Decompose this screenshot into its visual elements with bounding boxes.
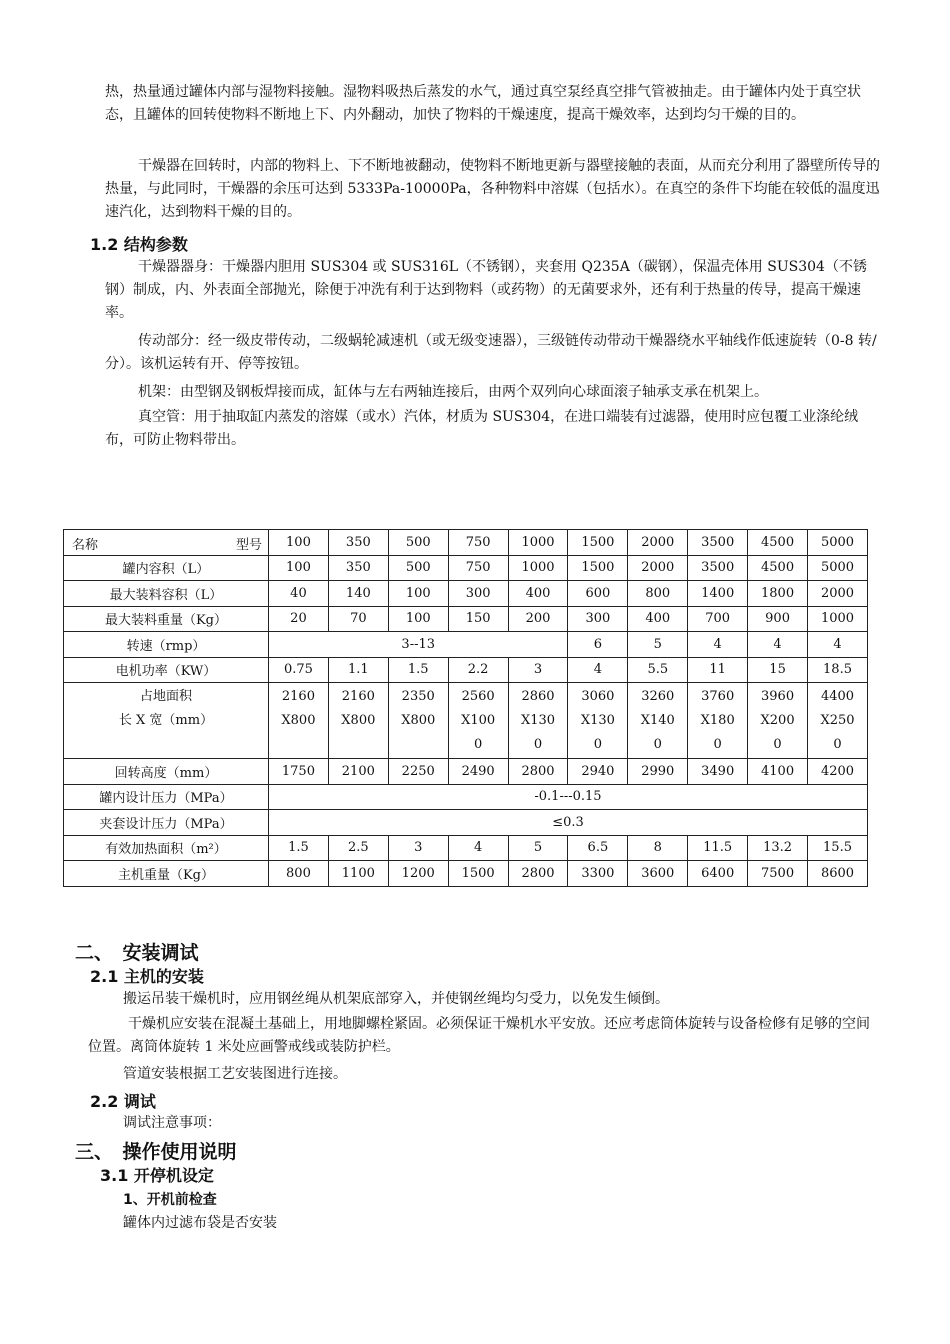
area-value-line: X200 <box>760 712 795 728</box>
value-cell: 2100 <box>328 759 388 785</box>
area-value-line <box>269 733 328 757</box>
value-cell: 2940 <box>568 759 628 785</box>
area-value-line: 3060 <box>581 688 615 704</box>
value-cell: 800 <box>628 581 688 607</box>
model-cell: 500 <box>388 530 448 556</box>
area-label-line2: 长 X 宽（mm） <box>118 712 214 728</box>
model-cell: 2000 <box>628 530 688 556</box>
value-cell: 2000 <box>628 555 688 581</box>
height-row <box>64 759 868 785</box>
value-cell: 150 <box>448 606 508 632</box>
area-value-line: X140 <box>640 712 675 728</box>
value-cell: 2000 <box>808 581 868 607</box>
value-cell: 40 <box>269 581 329 607</box>
power-row <box>64 657 868 683</box>
value-cell: 1500 <box>448 861 508 887</box>
area-value-line: 0 <box>533 736 543 752</box>
value-cell: 1.5 <box>388 657 448 683</box>
area-value-line: X130 <box>580 712 615 728</box>
value-cell: 100 <box>269 555 329 581</box>
section-1-2-title: 1.2 结构参数 <box>90 235 188 254</box>
row-label: 回转高度（mm） <box>64 759 269 785</box>
value-cell: 20 <box>269 606 329 632</box>
value-cell: 800 <box>269 861 329 887</box>
merged-speed-cell: 3--13 <box>269 632 568 658</box>
value-cell: 2.5 <box>328 835 388 861</box>
row-label <box>64 683 269 759</box>
area-value-line: 0 <box>833 736 842 752</box>
row-label: 主机重量（Kg） <box>64 861 269 887</box>
value-cell: 100 <box>388 581 448 607</box>
area-value-line: 3760 <box>701 688 735 704</box>
value-cell: 15.5 <box>808 835 868 861</box>
header-model-label: 型号 <box>235 538 262 553</box>
value-cell: 350 <box>328 555 388 581</box>
row-label: 罐内设计压力（MPa） <box>64 784 269 810</box>
pre-start-check-item: 罐体内过滤布袋是否安装 <box>123 1215 277 1231</box>
area-value-cell <box>628 683 688 759</box>
section-3-title: 三、 操作使用说明 <box>75 1141 237 1163</box>
value-cell: 6 <box>568 632 628 658</box>
value-cell: 1500 <box>568 555 628 581</box>
area-value-line: 0 <box>773 736 782 752</box>
structure-frame-paragraph: 机架：由型钢及钢板焊接而成，缸体与左右两轴连接后，由两个双列向心球面滚子轴承支承在机架上。 <box>138 384 768 400</box>
value-cell: 0.75 <box>269 657 329 683</box>
merged-value-cell: -0.1---0.15 <box>269 784 868 810</box>
value-cell: 140 <box>328 581 388 607</box>
area-value-cell <box>269 683 329 759</box>
value-cell: 900 <box>748 606 808 632</box>
value-cell: 13.2 <box>748 835 808 861</box>
area-value-line: 3260 <box>641 688 675 704</box>
area-value-line: 2560 <box>461 688 495 704</box>
value-cell: 1.5 <box>269 835 329 861</box>
value-cell: 6.5 <box>568 835 628 861</box>
area-value-cell <box>388 683 448 759</box>
row-label: 电机功率（KW） <box>64 657 269 683</box>
value-cell: 400 <box>508 581 568 607</box>
value-cell: 1750 <box>269 759 329 785</box>
value-cell: 300 <box>448 581 508 607</box>
value-cell: 2800 <box>508 861 568 887</box>
value-cell: 7500 <box>748 861 808 887</box>
value-cell: 2800 <box>508 759 568 785</box>
jacket-pressure-row <box>64 810 868 836</box>
row-label: 夹套设计压力（MPa） <box>64 810 269 836</box>
area-value-line: 0 <box>593 736 603 752</box>
value-cell: 4100 <box>748 759 808 785</box>
install-paragraph-3: 管道安装根据工艺安装图进行连接。 <box>123 1066 347 1082</box>
table-header-corner <box>64 530 269 556</box>
weight-row <box>64 861 868 887</box>
table-header-row <box>64 530 868 556</box>
area-value-line: 0 <box>713 736 722 752</box>
section-2-2-title: 2.2 调试 <box>90 1092 156 1111</box>
value-cell: 3490 <box>688 759 748 785</box>
value-cell: 500 <box>388 555 448 581</box>
value-cell: 70 <box>328 606 388 632</box>
model-cell: 1000 <box>508 530 568 556</box>
table-row <box>64 555 868 581</box>
value-cell: 3 <box>388 835 448 861</box>
area-value-line: X800 <box>341 712 376 728</box>
merged-value-cell: ≤0.3 <box>269 810 868 836</box>
area-value-line: X130 <box>520 712 556 728</box>
install-paragraph-2: 干燥机应安装在混凝土基础上，用地脚螺栓紧固。必须保证干燥机水平安放。还应考虑筒体旋转与设备检修有足够的空间位置。离筒体旋转 1 米处应画警戒线或装防护栏。 <box>88 1016 870 1055</box>
area-value-line: 2160 <box>341 688 375 704</box>
value-cell: 2250 <box>388 759 448 785</box>
value-cell: 5000 <box>808 555 868 581</box>
area-value-cell <box>688 683 748 759</box>
value-cell: 4 <box>568 657 628 683</box>
area-value-line: 4400 <box>820 688 855 704</box>
value-cell: 1.1 <box>328 657 388 683</box>
value-cell: 750 <box>448 555 508 581</box>
structure-body-paragraph: 干燥器器身：干燥器内胆用 SUS304 或 SUS316L（不锈钢），夹套用 Q235A（碳钢），保温壳体用 SUS304（不锈钢）制成，内、外表面全部抛光，除便于冲洗有利于达到物料（或药物）的无菌要求外，还有利于热量的传导，提高干燥速率。 <box>105 259 867 321</box>
model-cell: 350 <box>328 530 388 556</box>
value-cell: 1400 <box>688 581 748 607</box>
row-label: 有效加热面积（m²） <box>64 835 269 861</box>
area-value-cell <box>748 683 808 759</box>
area-value-line: 0 <box>653 736 662 752</box>
row-label: 最大装料容积（L） <box>64 581 269 607</box>
value-cell: 400 <box>628 606 688 632</box>
value-cell: 1800 <box>748 581 808 607</box>
value-cell: 3300 <box>568 861 628 887</box>
area-value-line: X250 <box>820 712 855 728</box>
section-2-1-title: 2.1 主机的安装 <box>90 967 204 986</box>
model-cell: 4500 <box>748 530 808 556</box>
value-cell: 700 <box>688 606 748 632</box>
model-cell: 100 <box>269 530 329 556</box>
area-value-line: 0 <box>473 736 483 752</box>
value-cell: 2990 <box>628 759 688 785</box>
value-cell: 2490 <box>448 759 508 785</box>
row-label: 罐内容积（L） <box>64 555 269 581</box>
value-cell: 1100 <box>328 861 388 887</box>
area-value-line: X800 <box>281 712 316 728</box>
value-cell: 4200 <box>808 759 868 785</box>
value-cell: 6400 <box>688 861 748 887</box>
value-cell: 5 <box>508 835 568 861</box>
area-value-cell <box>508 683 568 759</box>
area-value-line: 2160 <box>281 688 315 704</box>
section-2-title: 二、 安装调试 <box>75 942 199 964</box>
value-cell: 1000 <box>508 555 568 581</box>
value-cell: 18.5 <box>808 657 868 683</box>
area-value-line: X800 <box>401 712 436 728</box>
area-label-line1: 占地面积 <box>139 688 192 704</box>
area-value-line: X100 <box>461 712 496 728</box>
model-cell: 750 <box>448 530 508 556</box>
speed-row <box>64 632 868 658</box>
area-value-cell <box>328 683 388 759</box>
value-cell: 3 <box>508 657 568 683</box>
value-cell: 200 <box>508 606 568 632</box>
table-row <box>64 581 868 607</box>
area-value-line <box>389 733 448 757</box>
value-cell: 5.5 <box>628 657 688 683</box>
value-cell: 4 <box>748 632 808 658</box>
area-value-cell <box>448 683 508 759</box>
pre-start-check-title: 1、开机前检查 <box>123 1192 217 1208</box>
install-paragraph-1: 搬运吊装干燥机时，应用钢丝绳从机架底部穿入，并使钢丝绳均匀受力，以免发生倾倒。 <box>123 991 669 1007</box>
value-cell: 11.5 <box>688 835 748 861</box>
table-row <box>64 606 868 632</box>
header-name-label: 名称 <box>72 538 99 553</box>
value-cell: 3600 <box>628 861 688 887</box>
value-cell: 4 <box>688 632 748 658</box>
intro-paragraph-1: 热，热量通过罐体内部与湿物料接触。湿物料吸热后蒸发的水气，通过真空泵经真空排气管被抽走。由于罐体内处于真空状态，且罐体的回转使物料不断地上下、内外翻动，加快了物料的干燥速度，提高干燥效率，达到均匀干燥的目的。 <box>105 84 861 123</box>
area-value-line <box>329 733 388 757</box>
value-cell: 5 <box>628 632 688 658</box>
value-cell: 8 <box>628 835 688 861</box>
value-cell: 15 <box>748 657 808 683</box>
area-value-line: 2350 <box>401 688 435 704</box>
area-value-line: X180 <box>700 712 735 728</box>
value-cell: 4500 <box>748 555 808 581</box>
area-value-cell <box>568 683 628 759</box>
area-value-line: 3960 <box>761 688 795 704</box>
value-cell: 2.2 <box>448 657 508 683</box>
section-3-1-title: 3.1 开停机设定 <box>100 1166 214 1185</box>
structure-vacuum-paragraph: 真空管：用于抽取缸内蒸发的溶媒（或水）汽体，材质为 SUS304，在进口端装有过滤器，使用时应包覆工业涤纶绒布，可防止物料带出。 <box>105 409 859 448</box>
value-cell: 4 <box>448 835 508 861</box>
spec-table <box>63 529 868 887</box>
area-value-cell <box>808 683 868 759</box>
value-cell: 600 <box>568 581 628 607</box>
value-cell: 4 <box>808 632 868 658</box>
value-cell: 1000 <box>808 606 868 632</box>
heat-area-row <box>64 835 868 861</box>
design-pressure-row <box>64 784 868 810</box>
row-label: 转速（rmp） <box>64 632 269 658</box>
value-cell: 100 <box>388 606 448 632</box>
structure-drive-paragraph: 传动部分：经一级皮带传动，二级蜗轮减速机（或无级变速器），三级链传动带动干燥器绕水平轴线作低速旋转（0-8 转/分）。该机运转有开、停等按钮。 <box>105 333 877 372</box>
debug-notes-label: 调试注意事项： <box>123 1115 221 1131</box>
value-cell: 3500 <box>688 555 748 581</box>
area-value-line: 2860 <box>521 688 555 704</box>
intro-paragraph-2: 干燥器在回转时，内部的物料上、下不断地被翻动，使物料不断地更新与器壁接触的表面，从而充分利用了器壁所传导的热量，与此同时，干燥器的余压可达到 5333Pa-10000Pa，各种物料中溶媒（包括水）。在真空的条件下均能在较低的温度迅速汽化，达到物料干燥的目的。 <box>105 158 880 220</box>
model-cell: 5000 <box>808 530 868 556</box>
area-row <box>64 683 868 759</box>
model-cell: 1500 <box>568 530 628 556</box>
value-cell: 300 <box>568 606 628 632</box>
row-label: 最大装料重量（Kg） <box>64 606 269 632</box>
model-cell: 3500 <box>688 530 748 556</box>
value-cell: 8600 <box>808 861 868 887</box>
value-cell: 11 <box>688 657 748 683</box>
value-cell: 1200 <box>388 861 448 887</box>
